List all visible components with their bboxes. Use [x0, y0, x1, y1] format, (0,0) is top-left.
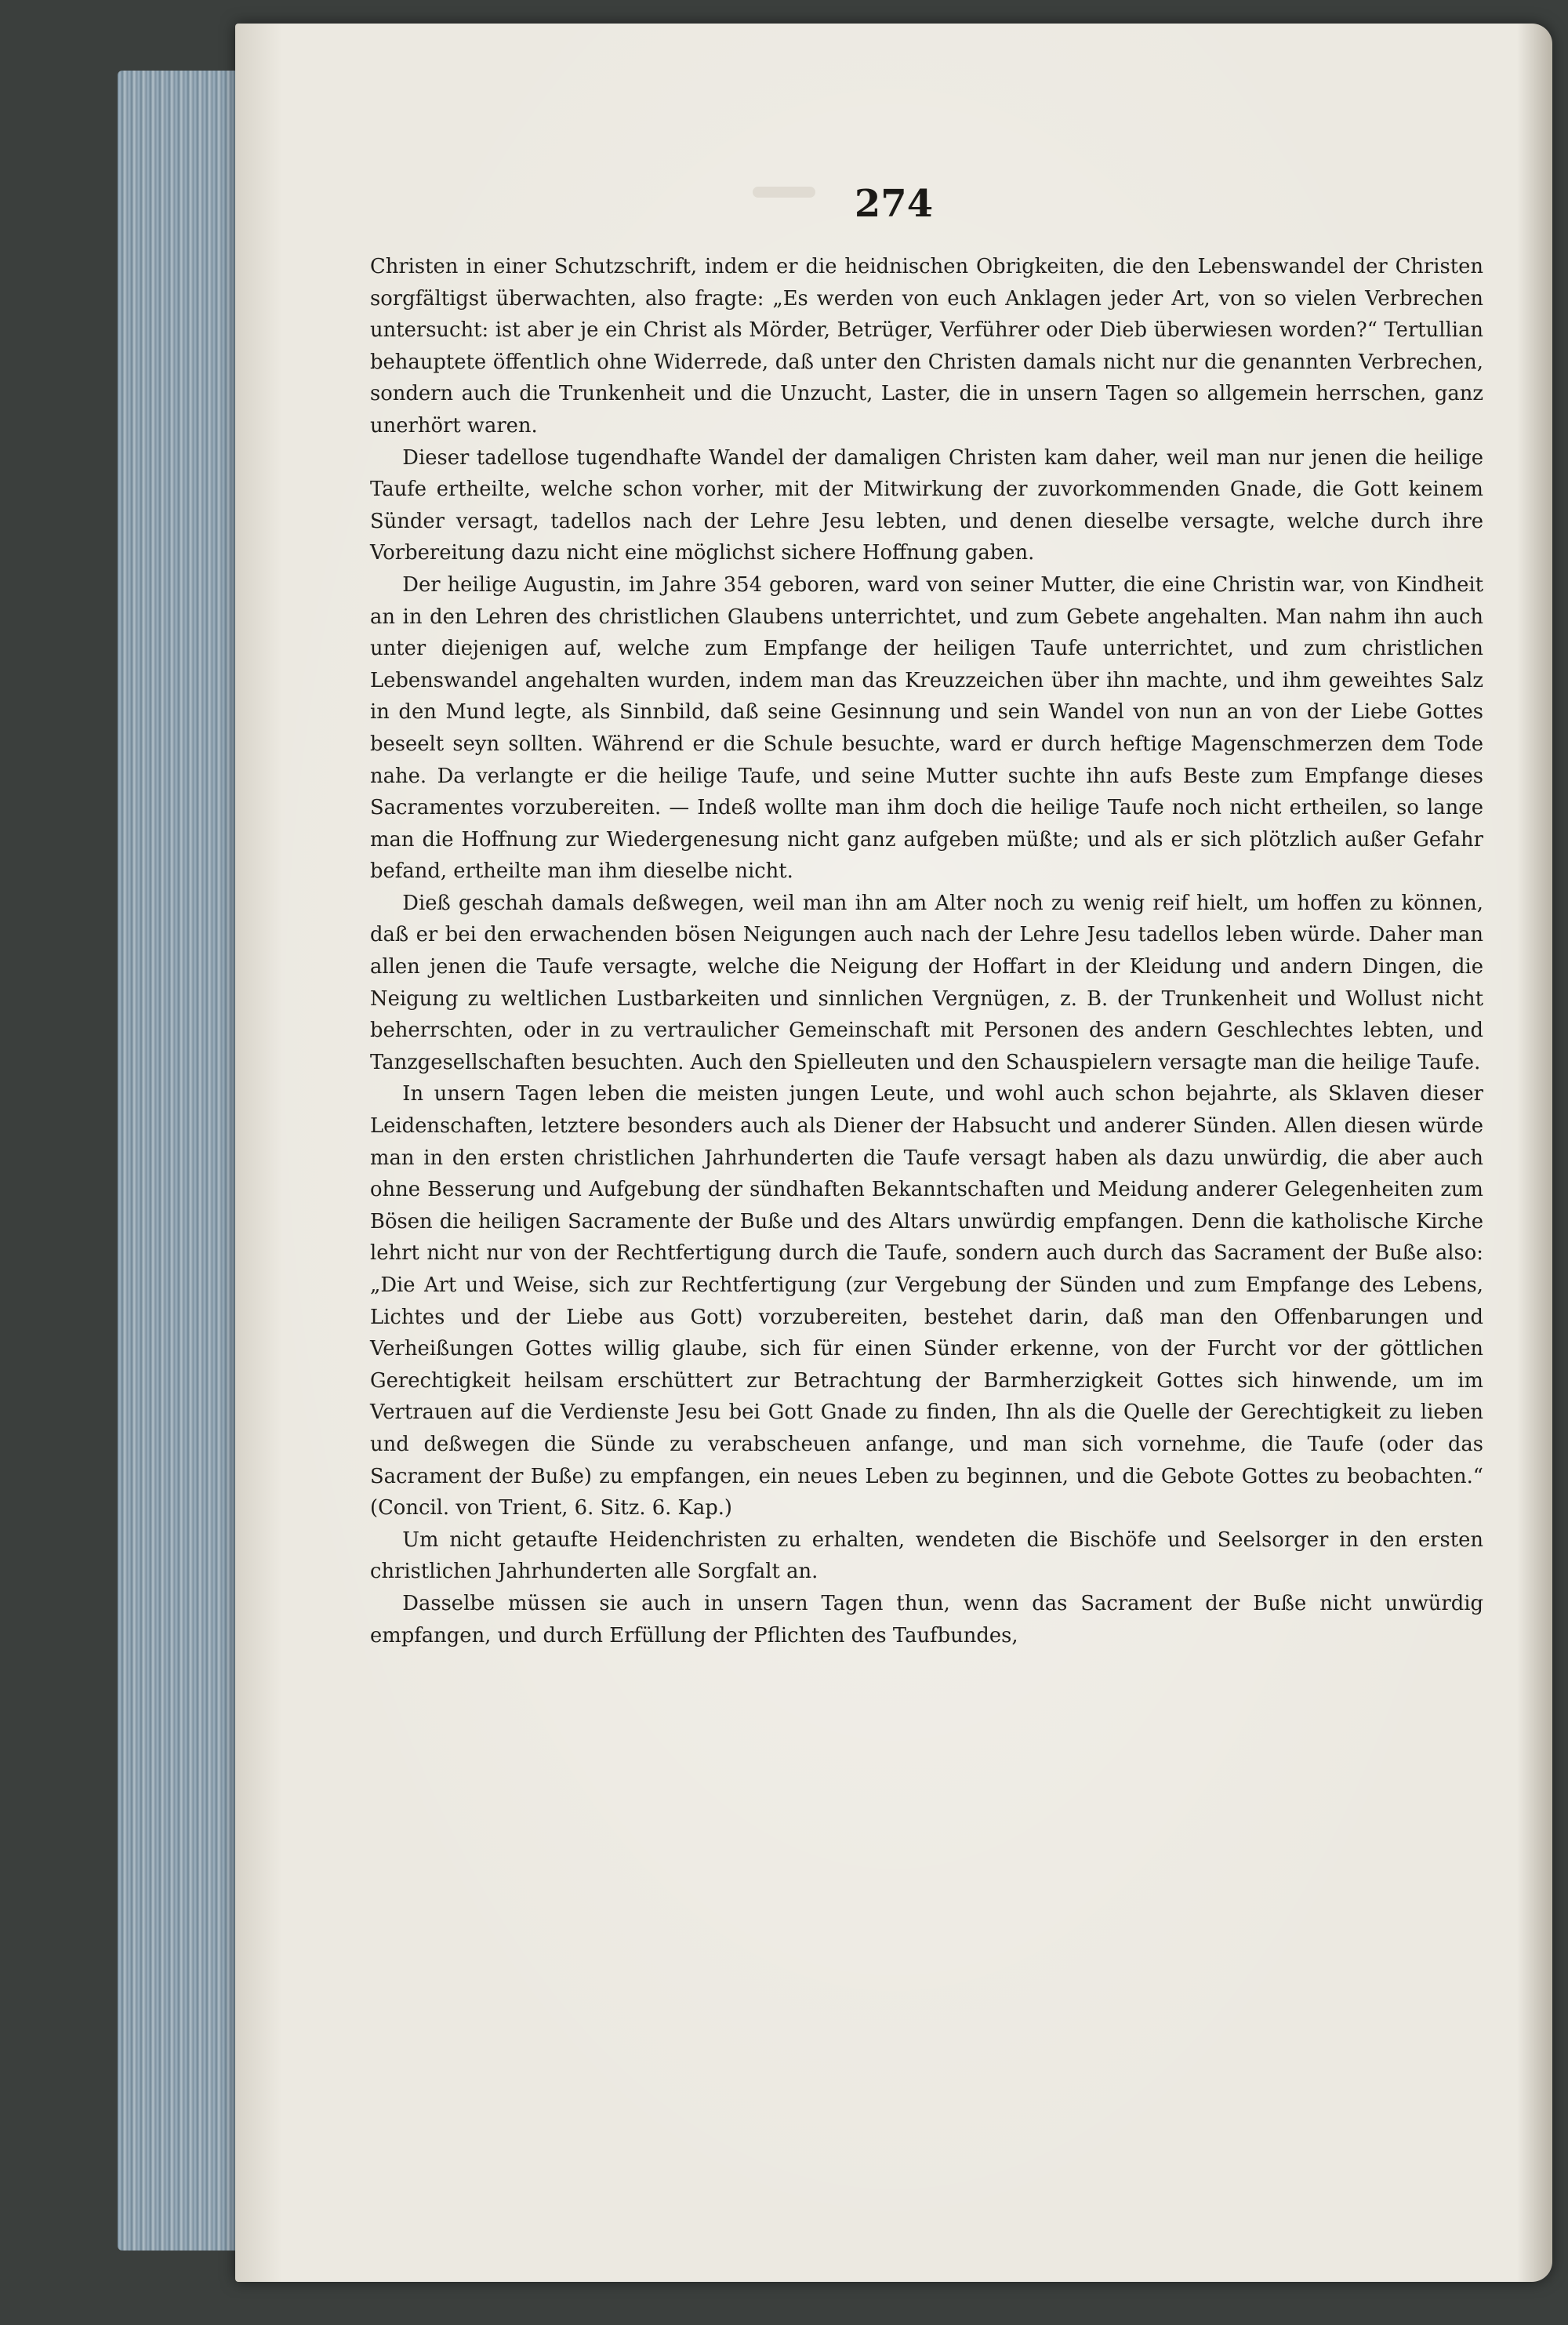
paragraph: Dieser tadellose tugendhafte Wandel der damaligen Christen kam daher, weil man nur jenen die heilige Taufe ertheilte, welche schon vorher, mit der Mitwirkung der zuvorkommenden Gnade, die Gott keinem Sünder versagt, tadellos nach der Lehre Jesu lebten, und denen dieselbe versagte, welche durch ihre Vorbereitung dazu nicht eine möglichst sichere Hoffnung gaben.	[370, 445, 1483, 565]
page-body-text	[370, 251, 1483, 2054]
paragraph: Dieß geschah damals deßwegen, weil man ihn am Alter noch zu wenig reif hielt, um hoffen zu können, daß er bei den erwachenden bösen Neigungen auch nach der Lehre Jesu tadellos leben würde. Daher man allen jenen die Taufe versagte, welche die Neigung der Hoffart in der Kleidung und andern Dingen, die Neigung zu weltlichen Lustbarkeiten und sinnlichen Vergnügen, z. B. der Trunkenheit und Wollust nicht beherrschten, oder in zu vertraulicher Gemeinschaft mit Personen des andern Geschlechtes lebten, und Tanzgesellschaften besuchten. Auch den Spielleuten und den Schauspielern versagte man die heilige Taufe.	[370, 891, 1483, 1074]
page-number: 274	[854, 182, 934, 226]
paragraph: Der heilige Augustin, im Jahre 354 geboren, ward von seiner Mutter, die eine Christin war, von Kindheit an in den Lehren des christlichen Glaubens unterrichtet, und zum Gebete angehalten. Man nahm ihn auch unter diejenigen auf, welche zum Empfange der heiligen Taufe unterrichtet, und zum christlichen Lebenswandel angehalten wurden, indem man das Kreuzzeichen über ihn machte, und ihm geweihtes Salz in den Mund legte, als Sinnbild, daß seine Gesinnung und sein Wandel von nun an von der Liebe Gottes beseelt seyn sollten. Während er die Schule besuchte, ward er durch heftige Magenschmerzen dem Tode nahe. Da verlangte er die heilige Taufe, und seine Mutter suchte ihn aufs Beste zum Empfange dieses Sacramentes vorzubereiten. — Indeß wollte man ihm doch die heilige Taufe noch nicht ertheilen, so lange man die Hoffnung zur Wiedergenesung nicht ganz aufgeben müßte; und als er sich plötzlich außer Gefahr befand, ertheilte man ihm dieselbe nicht.	[370, 572, 1483, 884]
paragraph: Christen in einer Schutzschrift, indem er die heidnischen Obrigkeiten, die den Lebenswandel der Christen sorgfältigst überwachten, also fragte: „Es werden von euch Anklagen jeder Art, von so vielen Verbrechen untersucht: ist aber je ein Christ als Mörder, Betrüger, Verführer oder Dieb überwiesen worden?“ Tertullian behauptete öffentlich ohne Widerrede, daß unter den Christen damals nicht nur die genannten Verbrechen, sondern auch die Trunkenheit und die Unzucht, Laster, die in unsern Tagen so allgemein herrschen, ganz unerhört waren.	[370, 255, 1483, 438]
paragraph: Um nicht getaufte Heidenchristen zu erhalten, wendeten die Bischöfe und Seelsorger in den ersten christlichen Jahrhunderten alle Sorgfalt an.	[370, 1528, 1483, 1584]
paragraph: Dasselbe müssen sie auch in unsern Tagen thun, wenn das Sacrament der Buße nicht unwürdig empfangen, und durch Erfüllung der Pflichten des Taufbundes,	[370, 1591, 1483, 1647]
faded-running-head	[753, 187, 815, 198]
book-page-edges	[118, 71, 251, 2251]
paragraph: In unsern Tagen leben die meisten jungen Leute, und wohl auch schon bejahrte, als Sklaven dieser Leidenschaften, letztere besonders auch als Diener der Habsucht und anderer Sünden. Allen diesen würde man in den ersten christlichen Jahrhunderten die Taufe versagt haben als dazu unwürdig, die aber auch ohne Besserung und Aufgebung der sündhaften Bekanntschaften und Meidung anderer Gelegenheiten zum Bösen die heiligen Sacramente der Buße und des Altars unwürdig empfangen. Denn die katholische Kirche lehrt nicht nur von der Rechtfertigung durch die Taufe, sondern auch durch das Sacrament der Buße also: „Die Art und Weise, sich zur Rechtfertigung (zur Vergebung der Sünden und zum Empfange des Lebens, Lichtes und der Liebe aus Gott) vorzubereiten, bestehet darin, daß man den Offenbarungen und Verheißungen Gottes willig glaube, sich für einen Sünder erkenne, von der Furcht vor der göttlichen Gerechtigkeit heilsam erschüttert zur Betrachtung der Barmherzigkeit Gottes sich hinwende, um im Vertrauen auf die Verdienste Jesu bei Gott Gnade zu finden, Ihn als die Quelle der Gerechtigkeit zu lieben und deßwegen die Sünde zu verabscheuen anfange, und man sich vornehme, die Taufe (oder das Sacrament der Buße) zu empfangen, ein neues Leben zu beginnen, und die Gebote Gottes zu beobachten.“ (Concil. von Trient, 6. Sitz. 6. Kap.)	[370, 1082, 1483, 1520]
